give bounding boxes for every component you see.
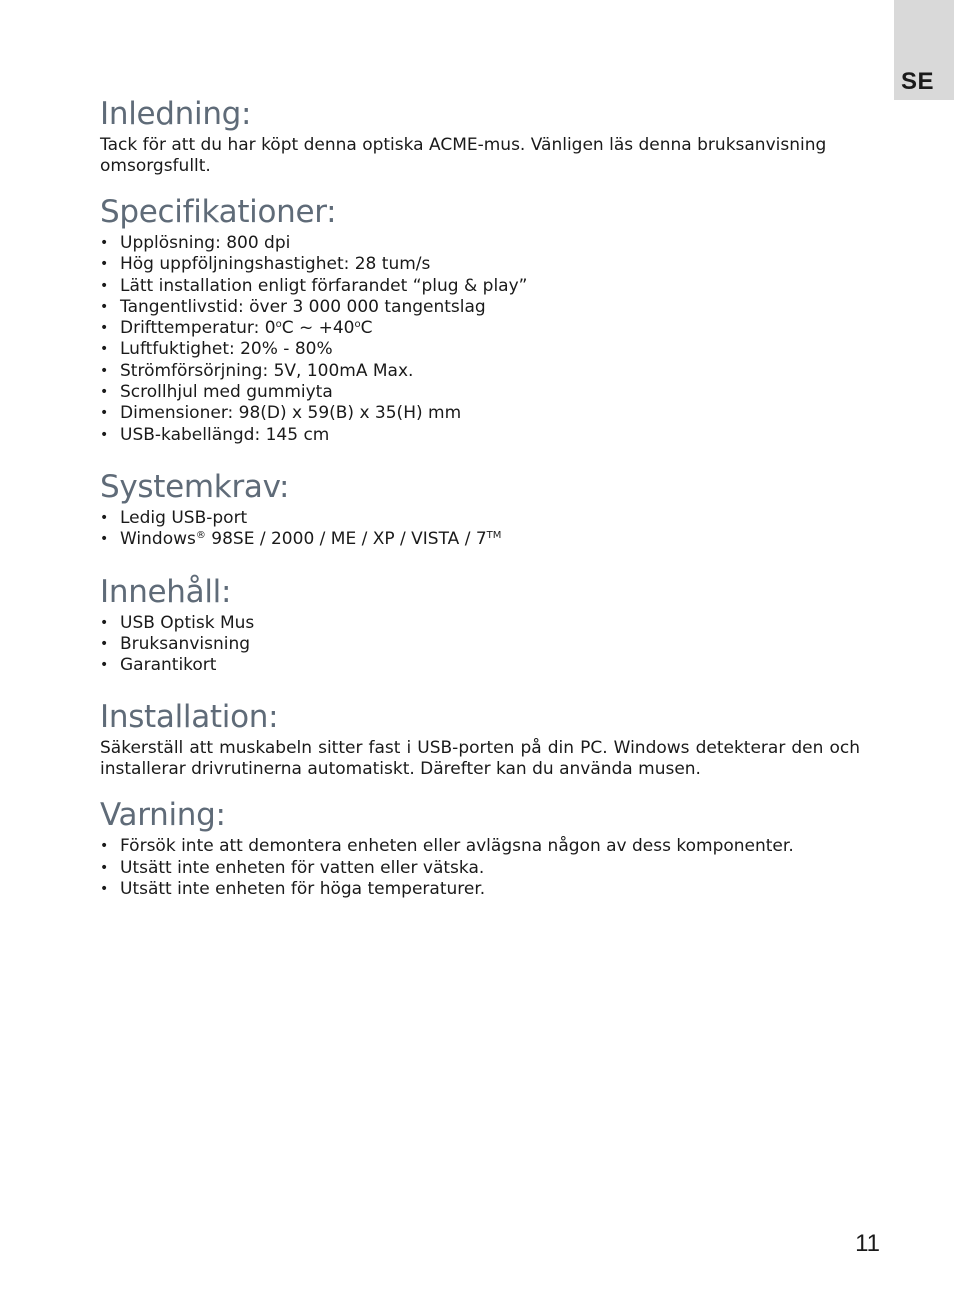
bullet-icon: • <box>100 384 109 401</box>
bullet-icon: • <box>100 277 109 294</box>
list-item: • Dimensioner: 98(D) x 59(B) x 35(H) mm <box>100 403 462 424</box>
intro-heading: Inledning: <box>100 96 252 132</box>
bullet-icon: • <box>100 341 109 358</box>
bullet-icon: • <box>100 657 109 674</box>
list-item: • Utsätt inte enheten för vatten eller vätska. <box>100 857 485 878</box>
list-item: • Garantikort <box>100 655 217 676</box>
list-item: • USB Optisk Mus <box>100 612 255 633</box>
list-item: • Utsätt inte enheten för höga temperaturer. <box>100 879 486 900</box>
list-item: • Hög uppföljningshastighet: 28 tum/s <box>100 254 431 275</box>
list-item: • Strömförsörjning: 5V, 100mA Max. <box>100 360 414 381</box>
list-item: • Luftfuktighet: 20% - 80% <box>100 339 333 360</box>
system-requirements-heading: Systemkrav: <box>100 468 290 505</box>
installation-text: Säkerställ att muskabeln sitter fast i USB-porten på din PC. Windows detekterar den och installerar drivrutinerna automatiskt. Därefter kan du använda musen. <box>100 738 860 780</box>
list-item: • Ledig USB-port <box>100 507 248 528</box>
list-item: • USB-kabellängd: 145 cm <box>100 424 330 445</box>
list-item: • Lätt installation enligt förfarandet “plug & play” <box>100 275 528 296</box>
list-item: • Försök inte att demontera enheten eller avlägsna någon av dess komponenter. <box>100 836 794 857</box>
bullet-icon: • <box>100 405 109 422</box>
language-label: SE <box>900 68 934 95</box>
language-tab <box>894 0 954 100</box>
section-intro <box>100 93 860 177</box>
list-item-temperature: • Drifttemperatur: 0$^o$C ~ $+40^oC$ <box>100 318 373 339</box>
specifications-list <box>100 233 860 446</box>
page-number: 11 <box>855 1230 880 1257</box>
contents-list <box>100 613 860 677</box>
list-item: • Tangentlivstid: över 3 000 000 tangentslag <box>100 296 486 317</box>
bullet-icon: • <box>100 859 109 876</box>
page-content <box>100 93 860 900</box>
section-warning <box>100 794 860 900</box>
bullet-icon: • <box>100 256 109 273</box>
bullet-icon: • <box>100 531 109 548</box>
list-item: • Upplösning: 800 dpi <box>100 233 291 253</box>
bullet-icon: • <box>100 298 109 315</box>
specifications-heading: Specifikationer: <box>100 194 337 230</box>
warning-list <box>100 836 860 900</box>
section-system-requirements <box>100 466 860 551</box>
bullet-icon: • <box>100 362 109 379</box>
installation-heading: Installation: <box>100 699 279 736</box>
bullet-icon: • <box>100 614 109 631</box>
section-installation <box>100 696 860 780</box>
bullet-icon: • <box>100 838 109 855</box>
bullet-icon: • <box>100 509 109 526</box>
bullet-icon: • <box>100 426 109 443</box>
contents-heading: Innehåll: <box>100 573 232 610</box>
section-contents <box>100 571 860 677</box>
intro-text: Tack för att du har köpt denna optiska ACME-mus. Vänligen läs denna bruksanvisning omsorgsfullt. <box>100 135 827 176</box>
bullet-icon: • <box>100 881 109 898</box>
system-requirements-list <box>100 508 860 551</box>
list-item: • Bruksanvisning <box>100 633 251 654</box>
warning-heading: Varning: <box>100 797 226 834</box>
section-specifications <box>100 191 860 446</box>
bullet-icon: • <box>100 635 109 652</box>
list-item-windows: • Windows® 98SE / 2000 / ME / XP / VISTA / 7™ <box>100 529 502 550</box>
bullet-icon: • <box>100 320 109 337</box>
bullet-icon: • <box>100 235 109 251</box>
list-item: • Scrollhjul med gummiyta <box>100 382 333 403</box>
